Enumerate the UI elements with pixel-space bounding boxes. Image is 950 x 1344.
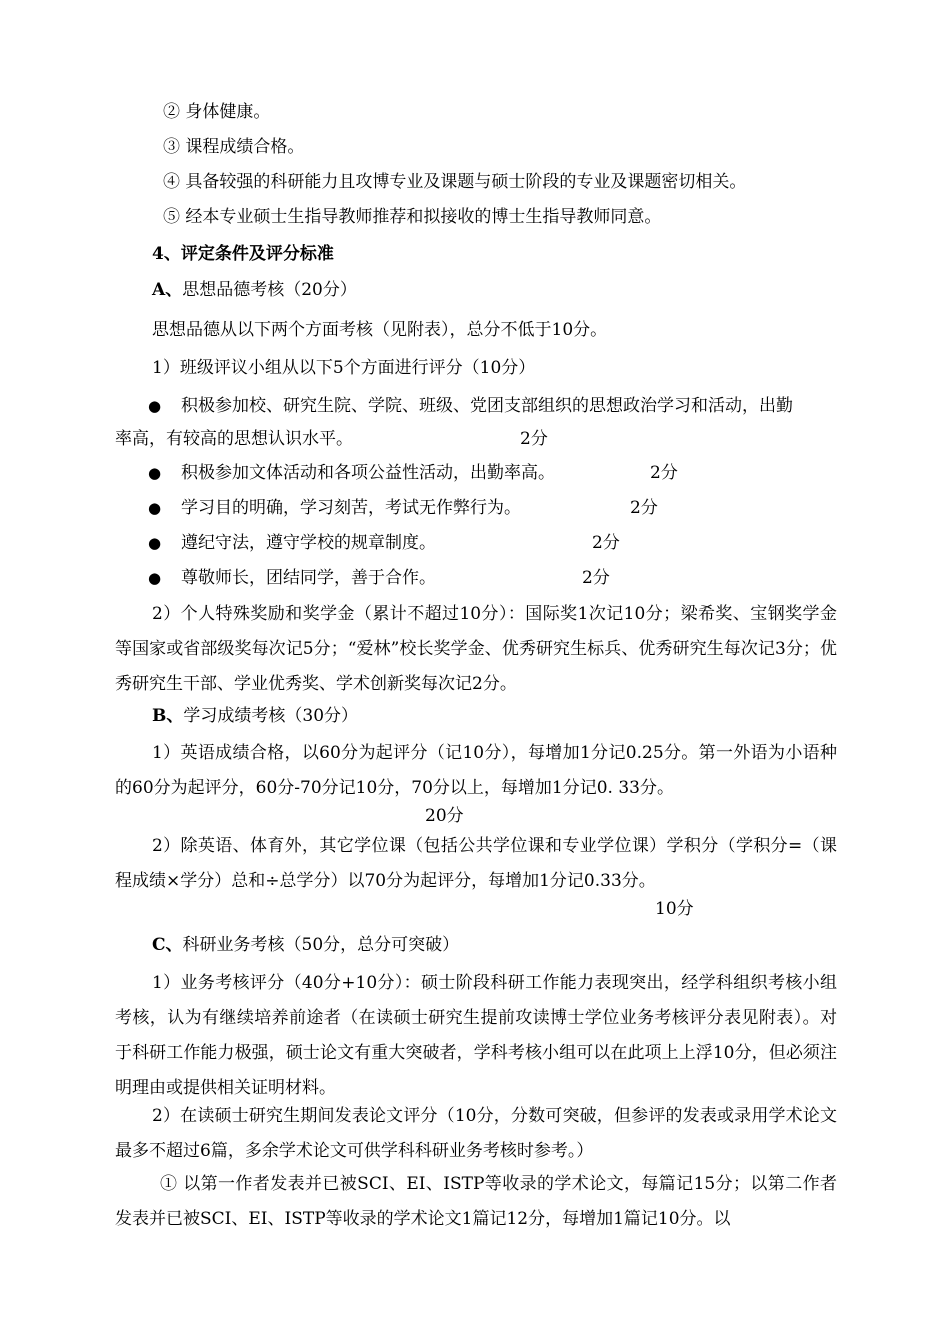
bullet-score: 2分: [582, 568, 610, 588]
bullet-icon: ●: [148, 534, 162, 552]
bullet-icon: ●: [148, 464, 162, 482]
section-a-letter: A、: [152, 280, 183, 300]
section-b-letter: B、: [152, 706, 184, 726]
section-c-title: [152, 928, 459, 962]
section-b-item2: 2）除英语、体育外，其它学位课（包括公共学位课和专业学位课）学积分（学积分=（课程成绩×学分）总和÷总学分）以70分为起评分，每增加1分记0.33分。: [115, 836, 837, 891]
section-c-item3: ① 以第一作者发表并已被SCI、EI、ISTP等收录的学术论文，每篇记15分；以第二作者发表并已被SCI、EI、ISTP等收录的学术论文1篇记12分，每增加1篇记10分。以: [115, 1174, 837, 1229]
section-a-item2: 2）个人特殊奖励和奖学金（累计不超过10分）：国际奖1次记10分；梁希奖、宝钢奖学金等国家或省部级奖每次记5分；“爱林”校长奖学金、优秀研究生标兵、优秀研究生每次记3分；优秀研究生干部、学业优秀奖、学术创新奖每次记2分。: [115, 604, 837, 694]
condition-item: ④ 具备较强的科研能力且攻博专业及课题与硕士阶段的专业及课题密切相关。: [163, 172, 747, 192]
section-a-intro: 思想品德从以下两个方面考核（见附表），总分不低于10分。: [152, 320, 608, 340]
condition-item: ③ 课程成绩合格。: [163, 137, 305, 157]
section-b-title: [152, 699, 358, 733]
bullet-icon: ●: [148, 569, 162, 587]
section-b-item1: 1）英语成绩合格，以60分为起评分（记10分），每增加1分记0.25分。第一外语为小语种的60分为起评分，60分-70分记10分，70分以上，每增加1分记0. 33分。: [115, 743, 837, 798]
section-c-item2: 2）在读硕士研究生期间发表论文评分（10分，分数可突破，但参评的发表或录用学术论文最多不超过6篇，多余学术论文可供学科科研业务考核时参考。）: [115, 1106, 837, 1161]
condition-item: ② 身体健康。: [163, 102, 271, 122]
bullet-icon: ●: [148, 397, 162, 415]
section-c-item1: 1）业务考核评分（40分+10分）：硕士阶段科研工作能力表现突出，经学科组织考核小组考核，认为有继续培养前途者（在读硕士研究生提前攻读博士学位业务考核评分表见附表）。对于科研工作能力极强，硕士论文有重大突破者，学科考核小组可以在此项上上浮10分，但必须注明理由或提供相关证明材料。: [115, 973, 837, 1098]
bullet-text: 尊敬师长，团结同学，善于合作。: [181, 568, 436, 588]
bullet-icon: ●: [148, 499, 162, 517]
section-a-text: 思想品德考核（20分）: [182, 280, 357, 300]
section-a-item1-title: 1）班级评议小组从以下5个方面进行评分（10分）: [152, 358, 536, 378]
bullet-score: 2分: [630, 498, 658, 518]
section-c-letter: C、: [152, 935, 183, 955]
bullet-text: 遵纪守法，遵守学校的规章制度。: [181, 533, 436, 553]
bullet-text: 积极参加文体活动和各项公益性活动，出勤率高。: [181, 463, 555, 483]
bullet-score: 2分: [520, 429, 548, 449]
bullet-text: 积极参加校、研究生院、学院、班级、党团支部组织的思想政治学习和活动，出勤: [181, 396, 793, 416]
condition-item: ⑤ 经本专业硕士生指导教师推荐和拟接收的博士生指导教师同意。: [163, 207, 662, 227]
bullet-text: 学习目的明确，学习刻苦，考试无作弊行为。: [181, 498, 521, 518]
section-b-item2-score: 10分: [655, 899, 694, 919]
section-a-title: [152, 273, 357, 307]
section-c-text: 科研业务考核（50分，总分可突破）: [182, 935, 460, 955]
bullet-score: 2分: [592, 533, 620, 553]
section-b-item1-score: 20分: [425, 806, 464, 826]
bullet-score: 2分: [650, 463, 678, 483]
section-heading: 4、评定条件及评分标准: [152, 244, 334, 264]
bullet-text: 率高，有较高的思想认识水平。: [115, 429, 353, 449]
section-b-text: 学习成绩考核（30分）: [183, 706, 359, 726]
